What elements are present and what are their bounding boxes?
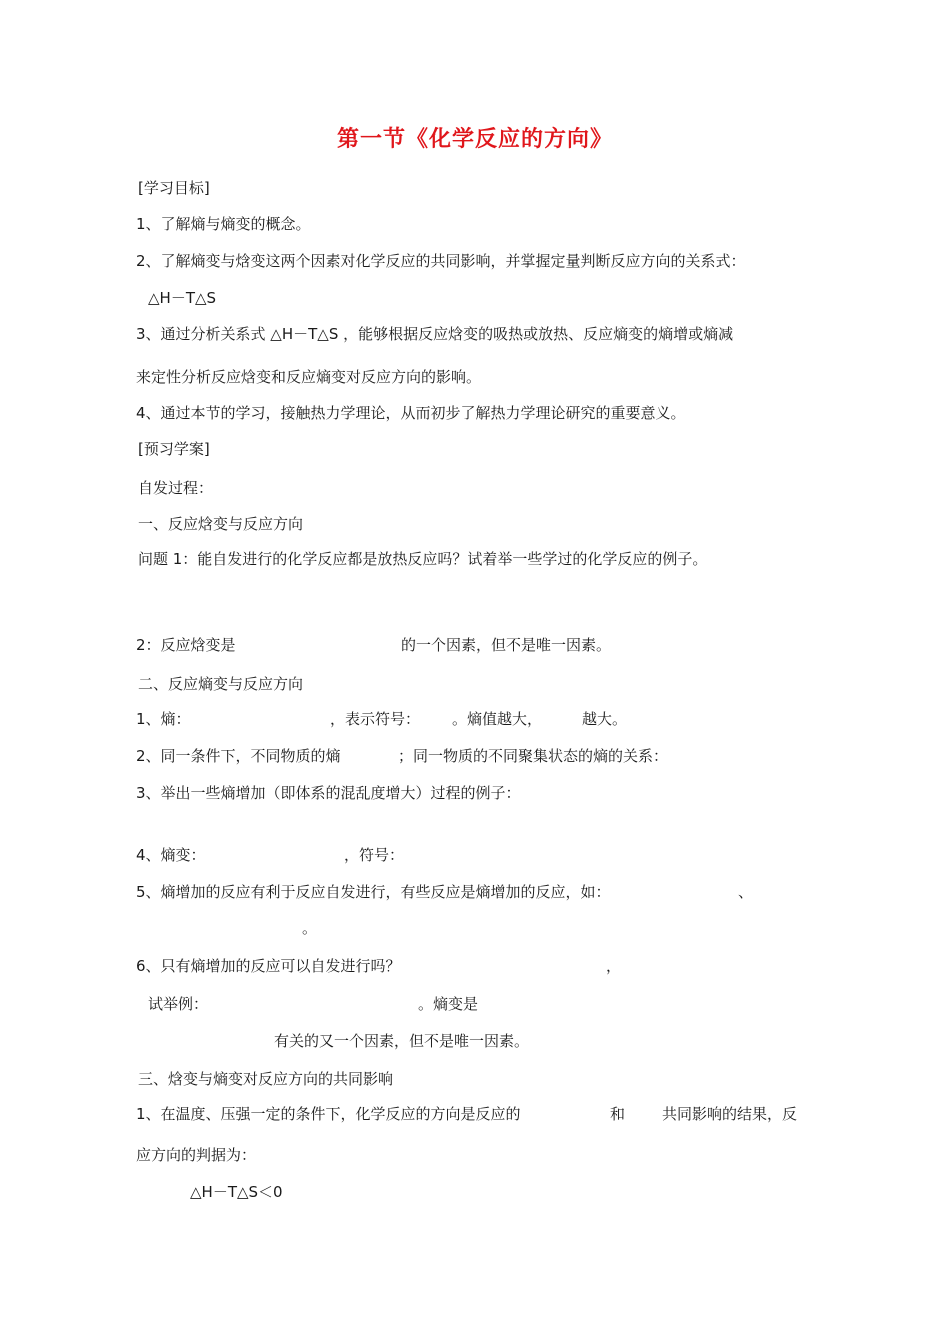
entropy-item-6: 6、只有熵增加的反应可以自发进行吗？ [136,957,401,975]
section-heading: 二、反应熵变与反应方向 [138,675,304,693]
entropy-item-3: 3、举出一些熵增加（即体系的混乱度增大）过程的例子： [136,784,521,802]
entropy-item-5-sep: 、 [738,883,754,901]
entropy-item-5: 5、熵增加的反应有利于反应自发进行，有些反应是熵增加的反应，如： [136,883,611,901]
section-subheading: 自发过程： [138,479,214,497]
question-2-start: 2：反应焓变是 [136,636,236,654]
entropy-item-5-end: 。 [302,919,318,937]
objective-item: 4、通过本节的学习，接触热力学理论，从而初步了解热力学理论研究的重要意义。 [136,404,686,422]
preview-heading: [预习学案] [138,440,210,458]
objective-item: 3、通过分析关系式 △H－T△S ，能够根据反应焓变的吸热或放热、反应熵变的熵增或熵减 [136,325,734,343]
entropy-item-1-symbol: ，表示符号： [330,710,421,728]
criterion-formula: △H－T△S＜0 [190,1183,283,1201]
combined-item-1-end: 共同影响的结果，反 [662,1105,798,1123]
entropy-item-4-symbol: ，符号： [344,846,405,864]
objective-formula: △H－T△S [148,289,217,307]
objectives-heading: [学习目标] [138,179,210,197]
combined-item-1-cont: 应方向的判据为： [136,1146,257,1164]
combined-item-1: 1、在温度、压强一定的条件下，化学反应的方向是反应的 [136,1105,521,1123]
combined-item-1-and: 和 [610,1105,626,1123]
document-title: 第一节《化学反应的方向》 [336,127,613,152]
section-heading: 一、反应焓变与反应方向 [138,515,304,533]
entropy-item-1-value: 。熵值越大， [452,710,543,728]
entropy-item-1-end: 越大。 [582,710,628,728]
entropy-item-6-example: 试举例： [148,995,209,1013]
entropy-item-2: 2、同一条件下，不同物质的熵 [136,747,341,765]
entropy-item-6-end: 有关的又一个因素，但不是唯一因素。 [274,1032,530,1050]
entropy-item-2-end: ；同一物质的不同聚集状态的熵的关系： [398,747,669,765]
section-heading: 三、焓变与熵变对反应方向的共同影响 [138,1070,394,1088]
question-2-end: 的一个因素，但不是唯一因素。 [401,636,612,654]
objective-item: 来定性分析反应焓变和反应熵变对反应方向的影响。 [136,368,482,386]
entropy-item-6-mid: 。熵变是 [418,995,479,1013]
entropy-item-6-sep: ， [606,957,622,975]
objective-item: 1、了解熵与熵变的概念。 [136,215,311,233]
entropy-item-1: 1、熵： [136,710,191,728]
objective-item: 2、了解熵变与焓变这两个因素对化学反应的共同影响，并掌握定量判断反应方向的关系式： [136,252,746,270]
question-1: 问题 1：能自发进行的化学反应都是放热反应吗？试着举一些学过的化学反应的例子。 [138,550,708,568]
entropy-item-4: 4、熵变： [136,846,206,864]
